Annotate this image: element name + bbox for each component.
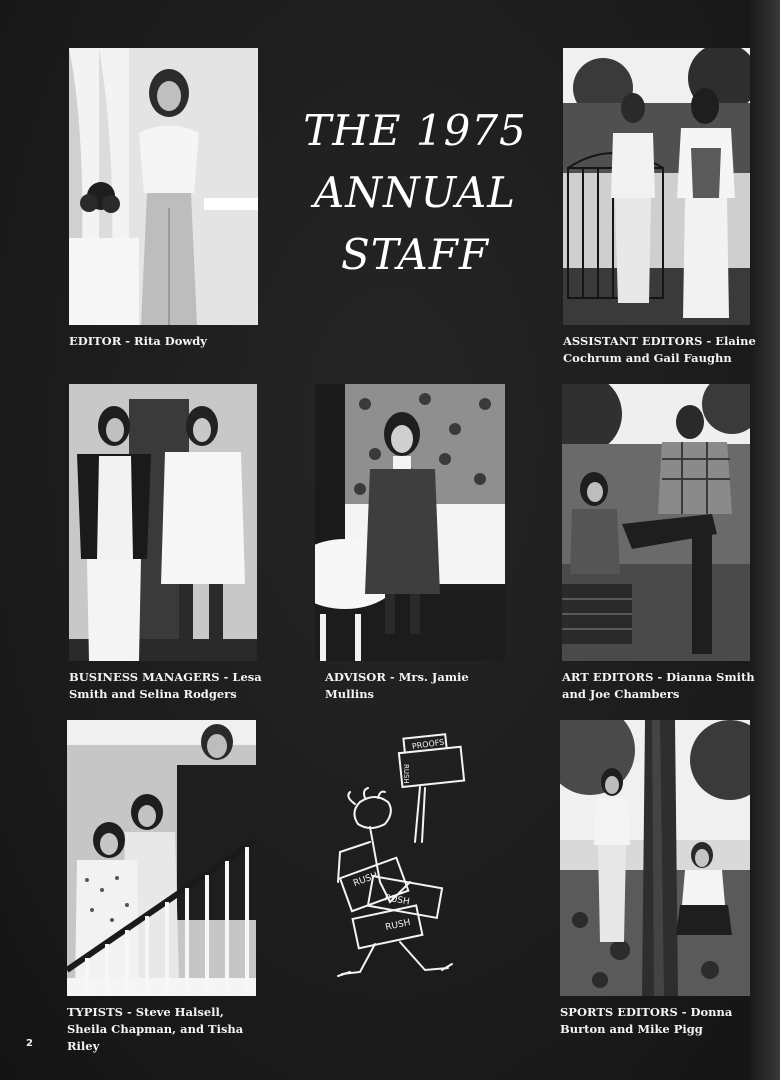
typists-caption bbox=[67, 1004, 243, 1055]
caption-line: ART EDITORS - Dianna Smith bbox=[562, 670, 755, 684]
caption-line: Sheila Chapman, and Tisha bbox=[67, 1022, 244, 1036]
caption-line: ASSISTANT EDITORS - Elaine bbox=[563, 334, 756, 348]
caption-line: Smith and Selina Rodgers bbox=[69, 687, 237, 701]
assistant-editors-caption bbox=[563, 333, 756, 367]
sketch-label: RUSH bbox=[352, 870, 380, 889]
caption-line: Cochrum and Gail Faughn bbox=[563, 351, 732, 365]
caption-line: SPORTS EDITORS - Donna bbox=[560, 1005, 733, 1019]
sketch-label: RUSH bbox=[402, 764, 410, 784]
sketch-label: RUSH bbox=[384, 917, 412, 933]
title-line-1: THE 1975 bbox=[303, 106, 527, 155]
editor-photo bbox=[69, 48, 258, 325]
caption-line: EDITOR - Rita Dowdy bbox=[69, 334, 207, 348]
caption-line: TYPISTS - Steve Halsell, bbox=[67, 1005, 224, 1019]
sketch-label: RUSH bbox=[383, 893, 411, 908]
art-editors-caption bbox=[562, 669, 755, 703]
caption-line: Mullins bbox=[325, 687, 375, 701]
page-title bbox=[285, 100, 545, 286]
art-editors-photo bbox=[562, 384, 750, 661]
advisor-caption bbox=[325, 669, 469, 703]
caption-line: Burton and Mike Pigg bbox=[560, 1022, 703, 1036]
sketch-label: PROOFS bbox=[411, 737, 445, 752]
caption-line: and Joe Chambers bbox=[562, 687, 680, 701]
title-line-3: STAFF bbox=[340, 230, 490, 279]
typists-photo bbox=[67, 720, 256, 996]
caption-line: Riley bbox=[67, 1039, 100, 1053]
business-managers-photo bbox=[69, 384, 257, 661]
title-line-2: ANNUAL bbox=[313, 168, 517, 217]
editor-caption bbox=[69, 333, 207, 350]
page-number: 2 bbox=[26, 1038, 33, 1049]
sports-editors-photo bbox=[560, 720, 750, 996]
assistant-editors-photo bbox=[563, 48, 750, 325]
caption-line: ADVISOR - Mrs. Jamie bbox=[325, 670, 469, 684]
running-courier-sketch bbox=[330, 732, 470, 992]
sports-editors-caption bbox=[560, 1004, 732, 1038]
advisor-photo bbox=[315, 384, 505, 661]
business-managers-caption bbox=[69, 669, 262, 703]
caption-line: BUSINESS MANAGERS - Lesa bbox=[69, 670, 262, 684]
page-binding-edge bbox=[750, 0, 780, 1080]
